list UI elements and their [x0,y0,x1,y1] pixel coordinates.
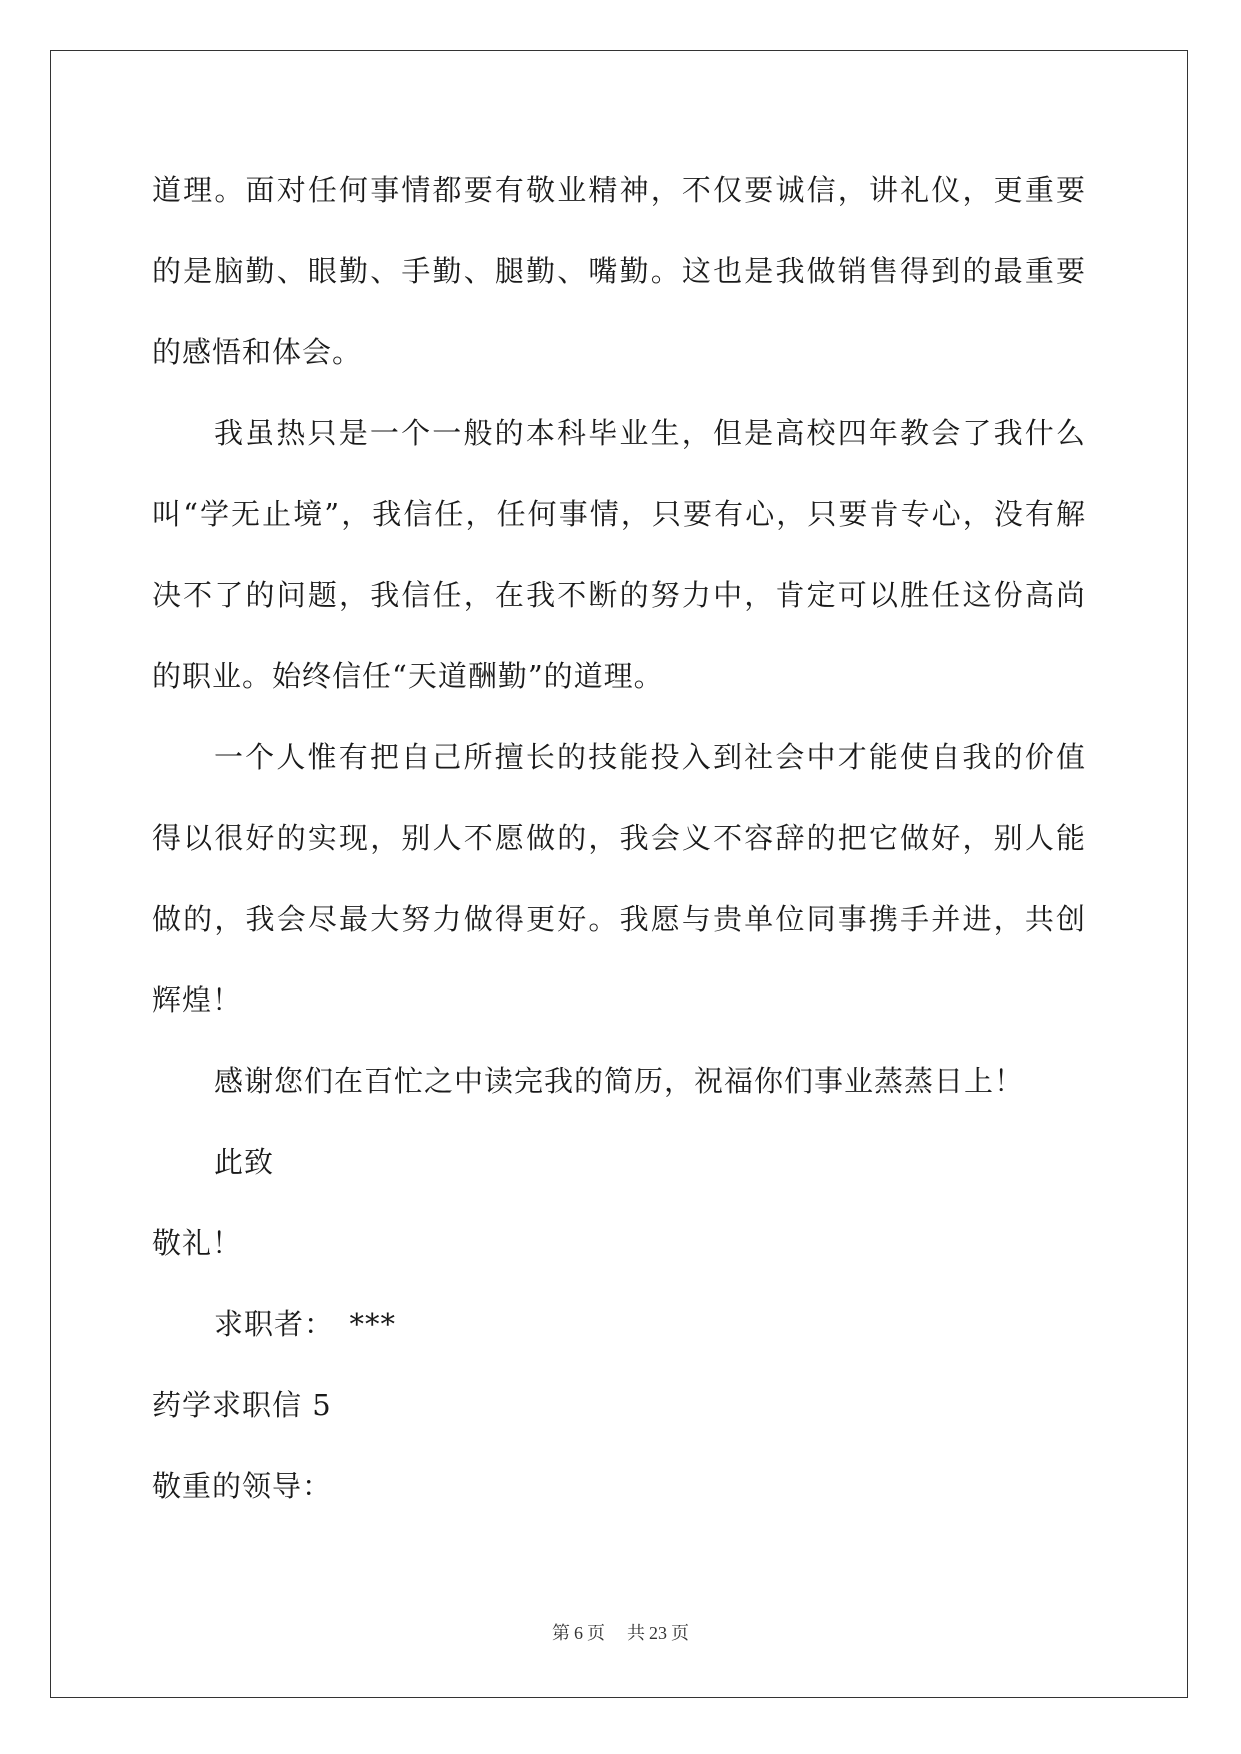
total-prefix: 共 [627,1623,645,1643]
text-line: 此致 [214,1145,275,1179]
text-line: 的是脑勤、眼勤、手勤、腿勤、嘴勤。这也是我做销售得到的最重要 [152,254,1086,288]
text-line: 道理。面对任何事情都要有敬业精神，不仅要诚信，讲礼仪，更重要 [152,173,1086,207]
page-prefix: 第 [552,1623,570,1643]
text-line: 的职业。始终信任“天道酬勤”的道理。 [152,659,664,693]
total-unit: 页 [671,1623,689,1643]
text-line: 叫“学无止境”，我信任，任何事情，只要有心，只要肯专心，没有解 [152,497,1086,531]
page-unit: 页 [587,1623,605,1643]
text-line: 感谢您们在百忙之中读完我的简历，祝福你们事业蒸蒸日上！ [214,1064,1025,1098]
text-line: 的感悟和体会。 [152,335,363,369]
text-line: 辉煌！ [152,983,243,1017]
text-line: 我虽热只是一个一般的本科毕业生，但是高校四年教会了我什么 [214,416,1086,450]
text-line: 药学求职信 5 [152,1388,332,1422]
text-line: 决不了的问题，我信任，在我不断的努力中，肯定可以胜任这份高尚 [152,578,1086,612]
text-line: 做的，我会尽最大努力做得更好。我愿与贵单位同事携手并进，共创 [152,902,1086,936]
text-line: 一个人惟有把自己所擅长的技能投入到社会中才能使自我的价值 [214,740,1086,774]
page-footer [0,1619,1241,1645]
total-pages: 23 [649,1623,667,1643]
text-line: 敬重的领导： [152,1469,333,1503]
text-line: 求职者： *** [214,1307,397,1341]
text-line: 敬礼！ [152,1226,243,1260]
document-body [152,150,1086,1527]
text-line: 得以很好的实现，别人不愿做的，我会义不容辞的把它做好，别人能 [152,821,1086,855]
page-number: 6 [574,1623,583,1643]
